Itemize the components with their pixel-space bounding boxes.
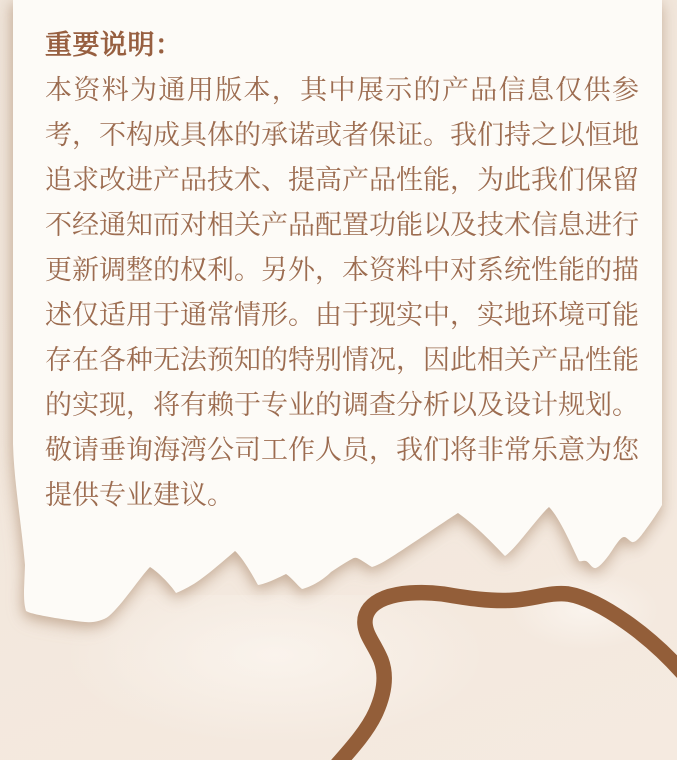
notice-line: 述仅适用于通常情形。由于现实中，实地环境可能 bbox=[45, 300, 639, 330]
notice-body bbox=[45, 68, 639, 518]
notice-line: 不经通知而对相关产品配置功能以及技术信息进行 bbox=[45, 210, 639, 240]
notice-title: 重要说明： bbox=[45, 30, 183, 60]
notice-line: 提供专业建议。 bbox=[45, 480, 234, 510]
brown-outline-curve bbox=[337, 593, 677, 760]
notice-line: 追求改进产品技术、提高产品性能，为此我们保留 bbox=[45, 165, 639, 195]
notice-line: 存在各种无法预知的特别情况，因此相关产品性能 bbox=[45, 345, 639, 375]
notice-line: 本资料为通用版本，其中展示的产品信息仅供参 bbox=[45, 75, 639, 105]
notice-line: 更新调整的权利。另外，本资料中对系统性能的描 bbox=[45, 255, 639, 285]
notice-line: 考，不构成具体的承诺或者保证。我们持之以恒地 bbox=[45, 120, 639, 150]
notice-section bbox=[45, 28, 641, 510]
notice-line: 的实现，将有赖于专业的调查分析以及设计规划。 bbox=[45, 390, 639, 420]
notice-line: 敬请垂询海湾公司工作人员，我们将非常乐意为您 bbox=[45, 435, 639, 465]
